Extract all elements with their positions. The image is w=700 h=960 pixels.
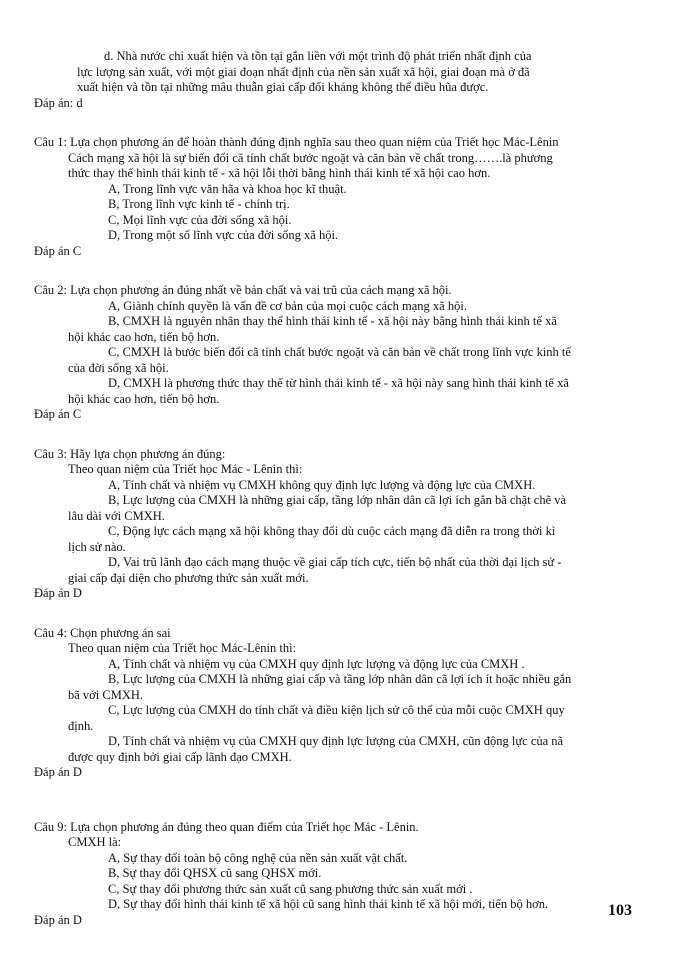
- option-line: C, Mọi lĩnh vực của đời sống xã hội.: [108, 212, 292, 227]
- question-stem-line: Theo quan niệm của Triết học Mác - Lênin thì:: [68, 462, 303, 476]
- option-line: B, Lực lượng của CMXH là những giai cấp và tầng lớp nhân dân cã lợi ích ít hoặc nhiều gắn: [108, 672, 572, 686]
- option-line: hội khác cao hơn, tiến bộ hơn.: [68, 329, 220, 344]
- option-line: lịch sử nào.: [68, 539, 126, 554]
- option-line: C, Lực lượng của CMXH do tính chất và điều kiện lịch sử cô thể của mỗi cuộc CMXH quy: [108, 703, 565, 717]
- question-title: Câu 3: Hãy lựa chọn phương án đúng:: [34, 446, 226, 461]
- answer-line: Đáp án: d: [34, 95, 83, 110]
- answer-line: Đáp án D: [34, 765, 82, 779]
- option-line: hội khác cao hơn, tiến bộ hơn.: [68, 391, 220, 406]
- option-line: A, Trong lĩnh vực văn hãa và khoa học kĩ thuật.: [108, 181, 347, 196]
- intro-option-line: lực lượng sản xuất, với một giai đoạn nhất định của nền sản xuất xã hội, giai đoạn mà ở đã: [77, 64, 530, 79]
- option-line: lâu dài với CMXH.: [68, 508, 165, 523]
- option-line: B, CMXH là nguyên nhân thay thế hình thái kinh tế - xã hội này bằng hình thái kinh tế xã: [108, 314, 557, 328]
- answer-line: Đáp án D: [34, 912, 82, 927]
- option-line: C, Sự thay đổi phương thức sản xuất cũ sang phương thức sản xuất mới .: [108, 881, 473, 896]
- answer-line: Đáp án C: [34, 243, 82, 258]
- option-line: của đời sống xã hội.: [68, 360, 169, 375]
- option-line: D, CMXH là phương thức thay thế từ hình thái kinh tế - xã hội này sang hình thái kinh tế xã: [108, 376, 569, 390]
- question-stem-line: Cách mạng xã hội là sự biến đổi cã tính chất bước ngoặt và căn bản về chất trong…….là phương: [68, 150, 553, 165]
- option-line: giai cấp đại diện cho phương thức sản xuất mới.: [68, 570, 309, 585]
- question-title: Câu 1: Lựa chọn phương án để hoàn thành đúng định nghĩa sau theo quan niệm của Triết học Mác-Lênin: [34, 135, 559, 149]
- question-title: Câu 9: Lựa chọn phương án đúng theo quan điểm của Triết học Mác - Lênin.: [34, 819, 419, 834]
- option-line: C, CMXH là bước biến đổi cã tính chất bước ngoặt và căn bản về chất trong lĩnh vực kinh tế: [108, 345, 571, 359]
- option-line: D, Vai trũ lãnh đạo cách mạng thuộc về giai cấp tích cực, tiến bộ nhất của thời đại lịch sử -: [108, 555, 562, 569]
- option-line: D, Tính chất và nhiệm vụ của CMXH quy định lực lượng của CMXH, cũn động lực của nã: [108, 734, 564, 748]
- option-line: định.: [68, 718, 94, 733]
- option-line: A, Tính chất và nhiệm vụ của CMXH quy định lực lượng và động lực của CMXH .: [108, 656, 525, 671]
- intro-option-line: d. Nhà nước chỉ xuất hiện và tồn tại gắn liền với một trình độ phát triển nhất định của: [104, 49, 532, 63]
- option-line: B, Sự thay đổi QHSX cũ sang QHSX mới.: [108, 866, 322, 880]
- option-line: bã với CMXH.: [68, 687, 144, 702]
- answer-line: Đáp án C: [34, 407, 82, 421]
- intro-option-line: xuất hiện và tồn tại những mâu thuẫn giai cấp đối kháng không thể điều hũa được.: [77, 80, 489, 94]
- option-line: được quy định bởi giai cấp lãnh đạo CMXH.: [68, 749, 292, 764]
- option-line: D, Trong một số lĩnh vực của đời sống xã hội.: [108, 228, 339, 242]
- answer-line: Đáp án D: [34, 586, 82, 600]
- option-line: A, Tính chất và nhiệm vụ CMXH không quy định lực lượng và động lực của CMXH.: [108, 477, 536, 492]
- page-number: 103: [608, 902, 632, 919]
- question-stem-line: thức thay thế hình thái kinh tế - xã hội lỗi thời bằng hình thái kinh tế xã hội cao hơn.: [68, 166, 491, 180]
- option-line: B, Lực lượng của CMXH là những giai cấp, tầng lớp nhân dân cã lợi ích gắn bã chặt chẽ và: [108, 493, 567, 507]
- question-stem-line: CMXH là:: [68, 835, 122, 849]
- question-title: Câu 2: Lựa chọn phương án đúng nhất về bản chất và vai trũ của cách mạng xã hội.: [34, 283, 452, 297]
- question-stem-line: Theo quan niệm của Triết học Mác-Lênin thì:: [68, 641, 297, 655]
- question-title: Câu 4: Chọn phương án sai: [34, 625, 171, 640]
- option-line: B, Trong lĩnh vực kinh tế - chính trị.: [108, 197, 290, 211]
- option-line: D, Sự thay đổi hình thái kinh tế xã hội cũ sang hình thái kinh tế xã hội mới, tiến bộ hơn.: [108, 897, 549, 911]
- option-line: C, Động lực cách mạng xã hội không thay đổi dù cuộc cách mạng đã diễn ra trong thời kì: [108, 524, 556, 538]
- option-line: A, Giành chính quyền là vấn đề cơ bản của mọi cuộc cách mạng xã hội.: [108, 298, 467, 313]
- option-line: A, Sự thay đổi toàn bộ công nghệ của nền sản xuất vật chất.: [108, 850, 408, 865]
